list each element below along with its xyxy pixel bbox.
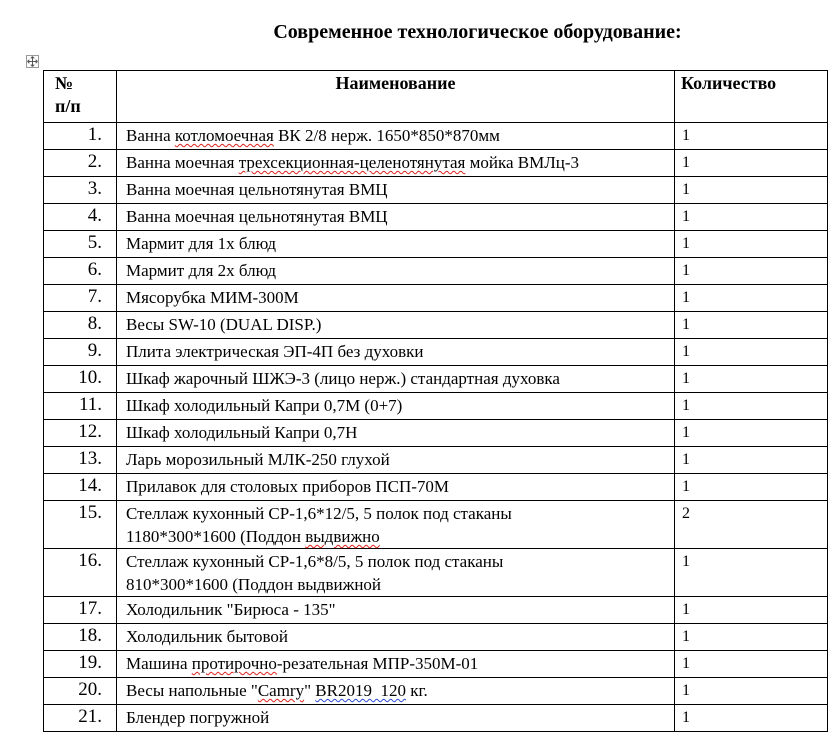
row-qty: 1	[675, 420, 828, 447]
row-name: Мармит для 2х блюд	[117, 258, 675, 285]
row-name: Мясорубка МИМ-300М	[117, 285, 675, 312]
table-row	[44, 231, 828, 258]
spellcheck-word[interactable]: Camry	[257, 681, 305, 700]
row-name: Весы SW-10 (DUAL DISP.)	[117, 312, 675, 339]
row-num: 6.	[44, 258, 117, 285]
table-row	[44, 366, 828, 393]
row-name-part: Ванна моечная	[126, 153, 239, 172]
row-qty: 1	[675, 177, 828, 204]
row-name-part: -резательная МПР-350М-01	[276, 654, 479, 673]
row-qty: 1	[675, 231, 828, 258]
row-name-part: ВК 2/8 нерж. 1650*850*870мм	[273, 126, 500, 145]
document-title: Современное технологическое оборудование:	[273, 21, 682, 43]
row-num: 8.	[44, 312, 117, 339]
row-qty: 1	[675, 393, 828, 420]
row-name: Холодильник "Бирюса - 135"	[117, 597, 675, 624]
row-name	[117, 123, 675, 150]
row-name-part: кг.	[405, 681, 428, 700]
row-qty: 1	[675, 312, 828, 339]
row-name: Прилавок для столовых приборов ПСП-70М	[117, 474, 675, 501]
row-qty: 1	[675, 678, 828, 705]
row-num: 18.	[44, 624, 117, 651]
table-row	[44, 549, 828, 597]
table-row	[44, 624, 828, 651]
spellcheck-word[interactable]: протирочно	[191, 654, 277, 673]
row-num: 17.	[44, 597, 117, 624]
spellcheck-word[interactable]: трехсекционная-целенотянутая	[238, 153, 466, 172]
row-num: 19.	[44, 651, 117, 678]
row-name: Шкаф жарочный ШЖЭ-3 (лицо нерж.) стандартная духовка	[117, 366, 675, 393]
row-name-part: Ванна	[126, 126, 175, 145]
row-name-part: Весы напольные "	[126, 681, 258, 700]
row-num: 9.	[44, 339, 117, 366]
row-name: Ванна моечная цельнотянутая ВМЦ	[117, 204, 675, 231]
row-num: 10.	[44, 366, 117, 393]
table-row	[44, 420, 828, 447]
row-name-part: 1180*300*1600 (Поддон	[126, 527, 306, 546]
row-name: Мармит для 1х блюд	[117, 231, 675, 258]
row-name	[117, 651, 675, 678]
row-num: 20.	[44, 678, 117, 705]
row-qty: 1	[675, 549, 828, 597]
table-row	[44, 339, 828, 366]
row-num: 4.	[44, 204, 117, 231]
row-num: 21.	[44, 705, 117, 732]
row-num: 1.	[44, 123, 117, 150]
row-name: Блендер погружной	[117, 705, 675, 732]
table-row	[44, 312, 828, 339]
row-name: Шкаф холодильный Капри 0,7Н	[117, 420, 675, 447]
table-row	[44, 678, 828, 705]
table-row	[44, 258, 828, 285]
row-qty: 1	[675, 705, 828, 732]
row-num: 14.	[44, 474, 117, 501]
header-name: Наименование	[117, 71, 675, 123]
row-qty: 1	[675, 624, 828, 651]
row-name-line: 810*300*1600 (Поддон выдвижной	[126, 575, 382, 594]
row-name	[117, 678, 675, 705]
grammar-check-phrase[interactable]: BR2019 120	[315, 681, 406, 700]
table-row	[44, 393, 828, 420]
row-name-part: мойка ВМЛц-3	[465, 153, 580, 172]
row-name: Холодильник бытовой	[117, 624, 675, 651]
header-qty: Количество	[675, 71, 828, 123]
table-move-handle-icon[interactable]	[26, 55, 39, 68]
table-row	[44, 474, 828, 501]
table-row	[44, 123, 828, 150]
row-num: 5.	[44, 231, 117, 258]
table-row	[44, 597, 828, 624]
row-name: Ванна моечная цельнотянутая ВМЦ	[117, 177, 675, 204]
row-name	[117, 549, 675, 597]
spellcheck-word[interactable]: котломоечная	[174, 126, 274, 145]
row-qty: 1	[675, 204, 828, 231]
table-row	[44, 501, 828, 549]
row-name-part: "	[304, 681, 316, 700]
row-qty: 1	[675, 339, 828, 366]
equipment-table	[43, 70, 828, 732]
row-name: Ларь морозильный МЛК-250 глухой	[117, 447, 675, 474]
table-row	[44, 285, 828, 312]
row-name	[117, 150, 675, 177]
row-num: 7.	[44, 285, 117, 312]
row-qty: 2	[675, 501, 828, 549]
row-num: 15.	[44, 501, 117, 549]
row-qty: 1	[675, 285, 828, 312]
table-row	[44, 705, 828, 732]
row-qty: 1	[675, 447, 828, 474]
header-num: № п/п	[44, 71, 117, 123]
row-qty: 1	[675, 366, 828, 393]
row-num: 13.	[44, 447, 117, 474]
table-row	[44, 447, 828, 474]
row-num: 16.	[44, 549, 117, 597]
row-name-line: Стеллаж кухонный СР-1,6*12/5, 5 полок под стаканы	[126, 504, 512, 523]
row-qty: 1	[675, 597, 828, 624]
row-qty: 1	[675, 150, 828, 177]
row-num: 3.	[44, 177, 117, 204]
row-qty: 1	[675, 474, 828, 501]
table-row	[44, 204, 828, 231]
row-name: Шкаф холодильный Капри 0,7М (0+7)	[117, 393, 675, 420]
row-num: 11.	[44, 393, 117, 420]
row-name-line: Стеллаж кухонный СР-1,6*8/5, 5 полок под стаканы	[126, 552, 504, 571]
row-qty: 1	[675, 123, 828, 150]
row-name	[117, 501, 675, 549]
row-num: 12.	[44, 420, 117, 447]
spellcheck-word[interactable]: выдвижно	[305, 527, 380, 546]
table-row	[44, 177, 828, 204]
row-name-line	[126, 525, 674, 548]
table-row	[44, 150, 828, 177]
row-qty: 1	[675, 258, 828, 285]
row-num: 2.	[44, 150, 117, 177]
row-qty: 1	[675, 651, 828, 678]
table-header-row	[44, 71, 828, 123]
row-name: Плита электрическая ЭП-4П без духовки	[117, 339, 675, 366]
row-name-part: Машина	[126, 654, 192, 673]
table-row	[44, 651, 828, 678]
